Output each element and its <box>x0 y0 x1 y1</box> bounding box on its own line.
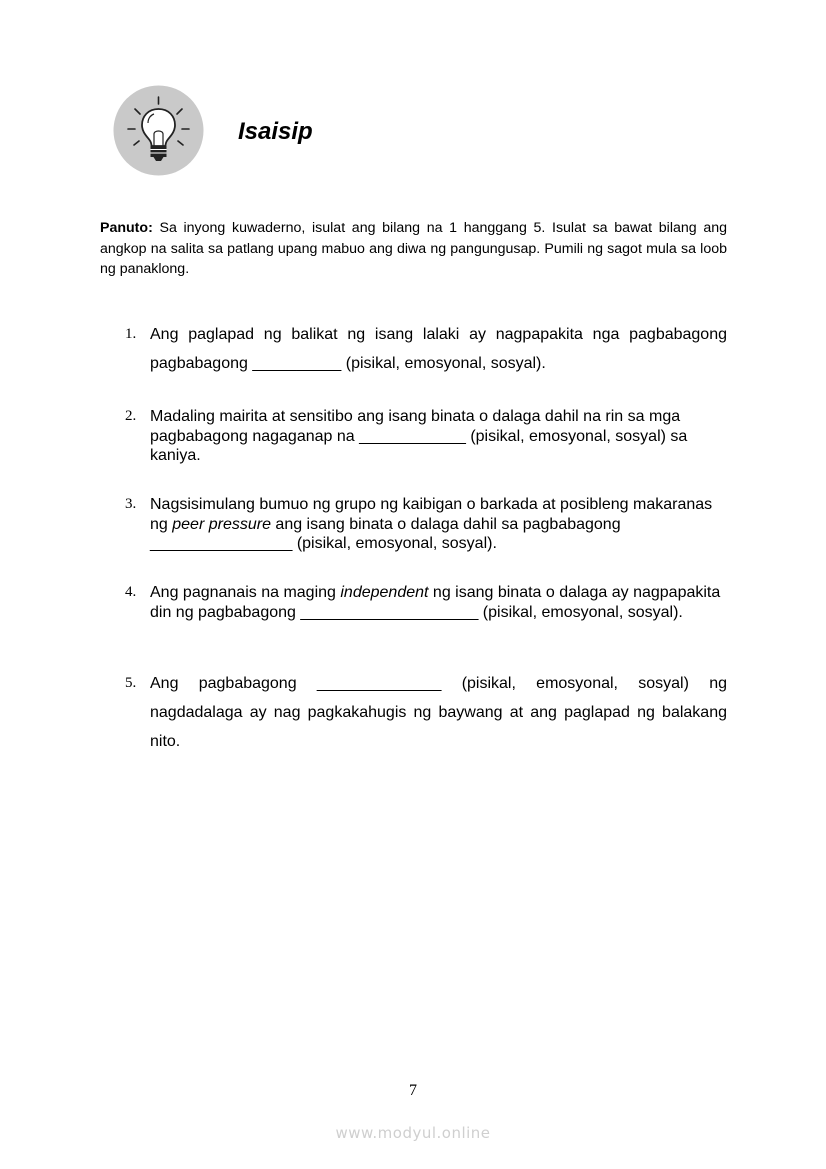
item-number: 2. <box>125 408 137 424</box>
item-text-start: Nagsisimulang bumuo ng grupo ng kaibigan o barkada at posibleng makaranas ng <box>150 496 713 533</box>
item-text: Madaling mairita at sensitibo ang isang binata o dalaga dahil na rin sa mga pagbabagong nagaganap na ____________ (pisikal, emosyonal, sosyal) sa kaniya. <box>150 408 688 464</box>
item-number: 4. <box>125 584 137 600</box>
instructions-text: Sa inyong kuwaderno, isulat ang bilang na 1 hanggang 5. Isulat sa bawat bilang ang angkop na salita sa patlang upang mabuo ang diwa ng pangungusap. Pumili ng sagot mula sa loob ng panaklong. <box>100 220 727 277</box>
item-text-end: ang isang binata o dalaga dahil sa pagbabagong ________________ (pisikal, emosyonal, sosyal). <box>150 515 621 552</box>
item-text <box>150 495 727 554</box>
item-number: 1. <box>125 326 137 342</box>
item-text-start: Ang pagnanais na maging <box>150 584 341 601</box>
item-number: 3. <box>125 496 137 512</box>
instructions <box>100 218 727 280</box>
item-number: 5. <box>125 675 137 691</box>
item-text-italic: independent <box>340 584 429 601</box>
lightbulb-icon <box>113 85 204 176</box>
section-title: Isaisip <box>238 118 313 145</box>
item-text-italic: peer pressure <box>172 515 271 533</box>
item-text-end: ng isang binata o dalaga ay nagpapakita din ng pagbabagong ____________________ (pisikal, emosyonal, sosyal). <box>150 584 721 621</box>
instructions-label: Panuto: <box>100 220 153 236</box>
watermark: www.modyul.online <box>335 1124 491 1142</box>
item-text: Ang pagbabagong ______________ (pisikal, emosyonal, sosyal) ng nagdadalaga ay nag pagkakahugis ng baywang at ang paglapad ng balakang nito. <box>150 675 727 750</box>
item-text: Ang paglapad ng balikat ng isang lalaki ay nagpapakita nga pagbabagong pagbabagong __________ (pisikal, emosyonal, sosyal). <box>150 326 727 372</box>
item-text <box>150 583 727 622</box>
page-number: 7 <box>409 1082 417 1099</box>
